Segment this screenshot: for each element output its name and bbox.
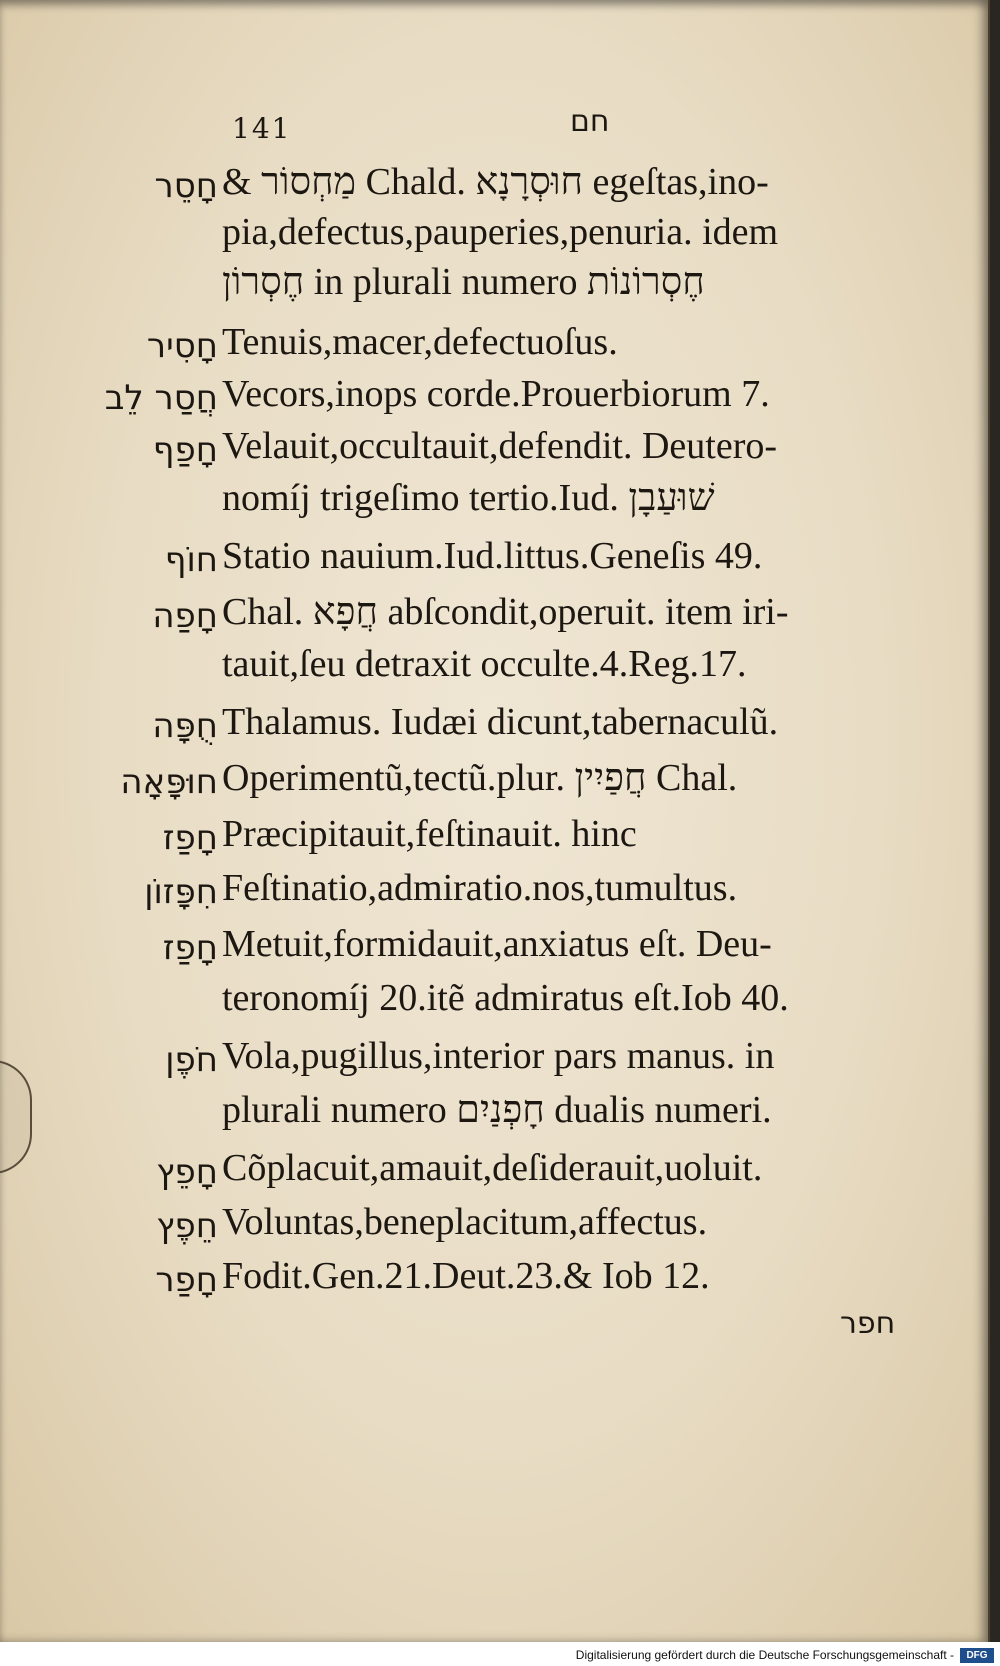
entry-text: Operimentũ,tectũ.plur. חֲפַיִין Chal.: [222, 757, 738, 799]
dfg-logo-icon: DFG: [960, 1648, 994, 1663]
entry-text: Cõplacuit,amauit,deſiderauit,uoluit.: [222, 1147, 763, 1189]
page-header: [0, 104, 988, 152]
entry-text-continued: nomíj trigeſimo tertio.Iud. שׁוּעַבָן: [222, 477, 715, 519]
entry-headword: חָסֵר: [154, 166, 218, 206]
entry-text: Voluntas,beneplacitum,affectus.: [222, 1201, 708, 1243]
entry-headword: חֻפָּה: [152, 706, 218, 746]
dictionary-entry: [0, 160, 988, 216]
entry-text: Statio nauium.Iud.littus.Geneſis 49.: [222, 535, 763, 577]
entry-text: Tenuis,macer,defectuoſus.: [222, 321, 618, 363]
dictionary-entry: [0, 372, 988, 428]
entry-headword: חָפַף: [152, 430, 218, 470]
dictionary-entry: [0, 866, 988, 922]
entry-headword: חָפַר: [155, 1260, 218, 1300]
entry-text: Metuit,formidauit,anxiatus eſt. Deu‑: [222, 923, 772, 965]
digitization-footer: [0, 1642, 1000, 1666]
entry-text: & מַחְסוֹר Chald. חוּסְרָנָא egeſtas,ino‑: [222, 161, 769, 203]
entry-headword: חָסִיר: [146, 326, 218, 366]
entry-headword: חָפַה: [152, 596, 218, 636]
entry-headword: חָפֵץ: [156, 1152, 218, 1192]
entry-text: Præcipitauit,feſtinauit. hinc: [222, 813, 637, 855]
entry-headword: חֲסַר לֵב: [104, 378, 218, 418]
entry-text: Vecors,inops corde.Prouerbiorum 7.: [222, 373, 770, 415]
entry-text: Velauit,occultauit,defendit. Deutero‑: [222, 425, 778, 467]
dictionary-entry: [0, 534, 988, 590]
funding-credit: Digitalisierung gefördert durch die Deutsche Forschungsgemeinschaft -: [575, 1648, 954, 1662]
entry-headword: חֵפֶץ: [156, 1206, 218, 1246]
entry-text: Vola,pugillus,interior pars manus. in: [222, 1035, 775, 1077]
dictionary-entry: [0, 812, 988, 868]
dictionary-entry: [0, 1200, 988, 1256]
entry-text-continued: חֶסְרוֹן in plurali numero חֶסְרוֹנוֹת: [222, 261, 705, 303]
dictionary-entry: [0, 1034, 988, 1090]
dictionary-entry: [0, 590, 988, 646]
page-number: 141: [232, 112, 292, 145]
dictionary-entry: [0, 700, 988, 756]
entry-text: Thalamus. Iudæi dicunt,tabernaculũ.: [222, 701, 779, 743]
entry-headword: חֹפֶן: [165, 1040, 218, 1080]
entry-text-continued: tauit,ſeu detraxit occulte.4.Reg.17.: [222, 643, 747, 685]
running-head: חם: [570, 104, 610, 139]
entry-text-continued: teronomíj 20.itẽ admiratus eſt.Iob 40.: [222, 977, 789, 1019]
entry-text-continued: pia,defectus,pauperies,penuria. idem: [222, 211, 779, 253]
catchword: חפר: [840, 1306, 896, 1341]
entry-headword: חוּפָּאָה: [120, 762, 218, 802]
dictionary-entry: [0, 320, 988, 376]
dictionary-entry: [0, 424, 988, 480]
dictionary-entry: [0, 922, 988, 978]
dictionary-entry: [0, 1146, 988, 1202]
entry-text: Feſtinatio,admiratio.nos,tumultus.: [222, 867, 738, 909]
dictionary-entry: [0, 756, 988, 812]
entry-text: Fodit.Gen.21.Deut.23.& Iob 12.: [222, 1255, 710, 1297]
entry-text-continued: plurali numero חָפְנַיִם dualis numeri.: [222, 1089, 772, 1131]
dictionary-entry: [0, 1254, 988, 1310]
entry-headword: חִפָּזוֹן: [144, 872, 218, 912]
entry-headword: חוֹף: [164, 540, 218, 580]
entry-headword: חָפַז: [162, 818, 218, 858]
entry-headword: חָפַז: [162, 928, 218, 968]
entry-text: Chal. חֲפָא abſcondit,operuit. item iri‑: [222, 591, 789, 633]
